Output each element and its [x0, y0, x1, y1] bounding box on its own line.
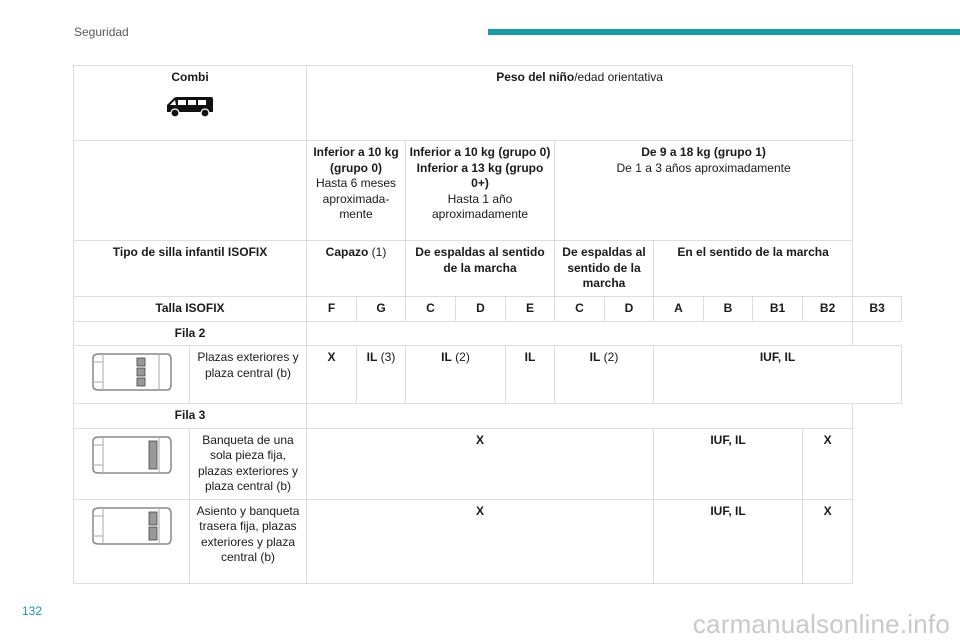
table-row — [74, 346, 902, 404]
size-cell: B2 — [803, 297, 853, 322]
forward-facing-label: En el sentido de la marcha — [654, 241, 853, 297]
table-row — [74, 66, 902, 141]
row-3a-value: X — [803, 428, 853, 499]
table-row — [74, 428, 902, 499]
group-1-title: De 9 a 18 kg (grupo 1) — [641, 145, 766, 159]
group-0b-desc: Hasta 1 año aproximadamente — [431, 191, 529, 221]
header-accent-bar — [488, 29, 960, 35]
size-cell: D — [605, 297, 654, 322]
capazo-note: (1) — [368, 245, 387, 259]
vehicle-label: Combi — [171, 70, 209, 84]
row-2-value: IL — [506, 346, 555, 404]
group-0a-desc: Hasta 6 meses aproximada-mente — [315, 176, 397, 221]
group-0plus-title: Inferior a 13 kg (grupo 0+) — [416, 160, 544, 190]
isofix-size-label: Talla ISOFIX — [74, 297, 307, 322]
row-2-value-note: (2) — [600, 350, 619, 364]
size-cell: D — [456, 297, 506, 322]
watermark[interactable]: carmanualsonline.info — [692, 609, 950, 639]
seat-type-label: Tipo de silla infantil ISOFIX — [74, 241, 307, 297]
vehicle-cell — [74, 66, 307, 141]
row-2-value-code: IL — [589, 350, 601, 364]
row-2-title: Fila 2 — [74, 321, 307, 346]
weight-label: Peso del niño — [496, 70, 575, 84]
seat-plan-row-2-icon — [89, 350, 175, 394]
empty-cell — [307, 321, 853, 346]
row-2-value — [555, 346, 654, 404]
group-1-cell — [555, 141, 853, 241]
rear-facing-label: De espaldas al sentido de la marcha — [406, 241, 555, 297]
row-3a-desc: Banqueta de una sola pieza fija, plazas exteriores y plaza central (b) — [190, 428, 307, 499]
row-3-title: Fila 3 — [74, 404, 307, 429]
row-2-value-note: (2) — [451, 350, 470, 364]
seat-plan-cell — [74, 499, 190, 583]
row-2-value-code: IL — [441, 350, 452, 364]
capazo-label: Capazo — [325, 245, 369, 259]
seat-plan-cell — [74, 428, 190, 499]
group-0a-title: Inferior a 10 kg (grupo 0) — [313, 145, 399, 175]
table-row — [74, 297, 902, 322]
size-cell: B3 — [853, 297, 902, 322]
row-3b-value: IUF, IL — [654, 499, 803, 583]
van-icon — [164, 94, 216, 120]
row-2-value — [357, 346, 406, 404]
row-3a-value: IUF, IL — [654, 428, 803, 499]
size-cell: B1 — [753, 297, 803, 322]
rear-facing-label-2: De espaldas al sentido de la marcha — [555, 241, 654, 297]
seat-plan-seat-bench-icon — [89, 504, 175, 548]
section-label: Seguridad — [74, 25, 129, 39]
group-0b-title: Inferior a 10 kg (grupo 0) — [409, 145, 551, 159]
size-cell: B — [704, 297, 753, 322]
weight-label-rest: /edad orientativa — [574, 70, 663, 84]
capazo-cell — [307, 241, 406, 297]
row-3b-value: X — [307, 499, 654, 583]
seat-plan-bench-icon — [89, 433, 175, 477]
empty-cell — [307, 404, 853, 429]
row-2-value: IUF, IL — [654, 346, 902, 404]
row-2-value-note: (3) — [377, 350, 396, 364]
group-1-desc: De 1 a 3 años aproximadamente — [616, 160, 791, 175]
page-number: 132 — [22, 604, 43, 618]
row-3a-value: X — [307, 428, 654, 499]
group-0b-cell — [406, 141, 555, 241]
size-cell: E — [506, 297, 555, 322]
group-0a-cell — [307, 141, 406, 241]
table-row — [74, 141, 902, 241]
isofix-table — [73, 65, 902, 584]
row-2-value-code: IL — [366, 350, 378, 364]
size-cell: C — [555, 297, 605, 322]
row-3b-desc: Asiento y banqueta trasera fija, plazas exteriores y plaza central (b) — [190, 499, 307, 583]
size-cell: G — [357, 297, 406, 322]
table-row — [74, 499, 902, 583]
row-2-desc: Plazas exteriores y plaza central (b) — [190, 346, 307, 404]
table-row — [74, 241, 902, 297]
size-cell: C — [406, 297, 456, 322]
weight-header — [307, 66, 853, 141]
empty-cell — [74, 141, 307, 241]
table-row — [74, 404, 902, 429]
table-row — [74, 321, 902, 346]
row-3b-value: X — [803, 499, 853, 583]
size-cell: F — [307, 297, 357, 322]
seat-plan-cell — [74, 346, 190, 404]
row-2-value: X — [307, 346, 357, 404]
row-2-value — [406, 346, 506, 404]
size-cell: A — [654, 297, 704, 322]
